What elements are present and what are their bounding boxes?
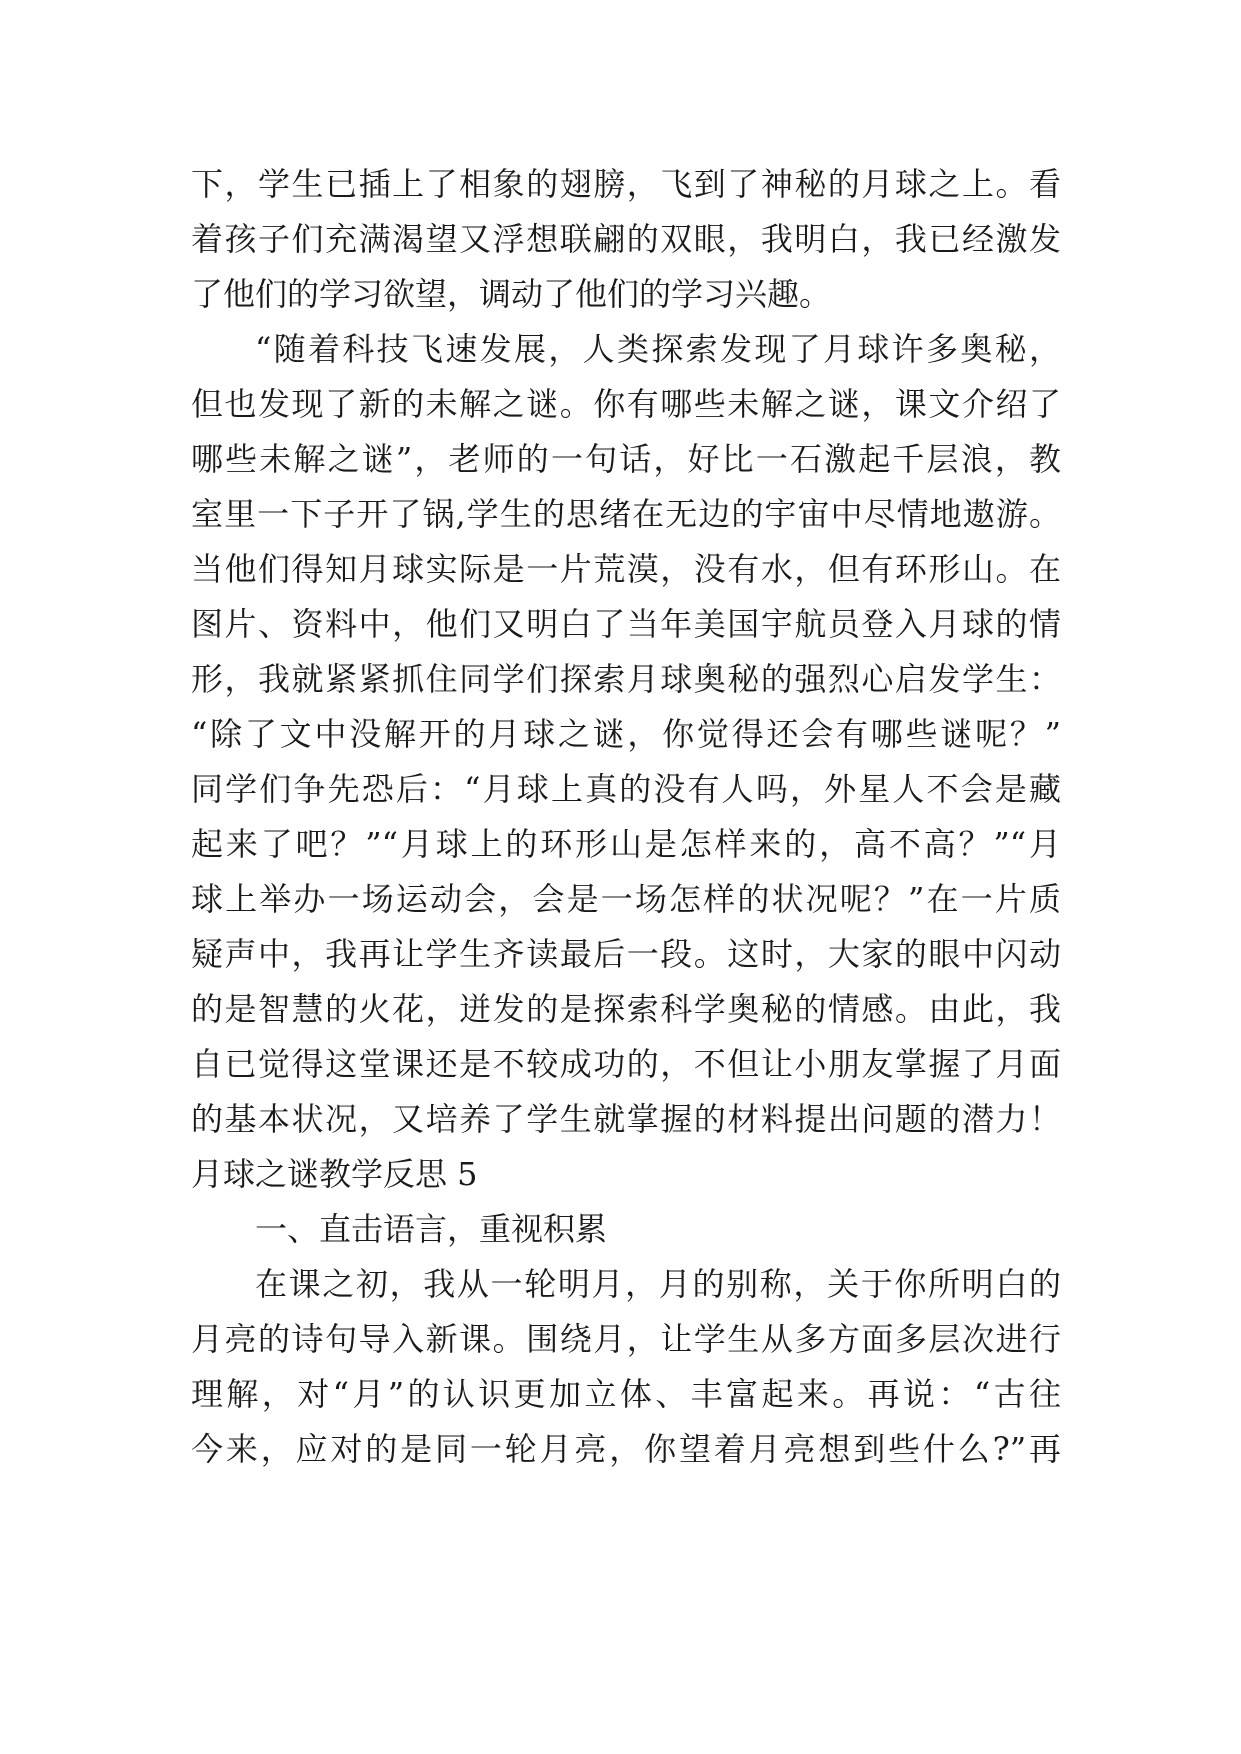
paragraph-start-line: “随着科技飞速发展，人类探索发现了月球许多奥秘，: [255, 330, 1061, 368]
paragraph-start-line: 在课之初，我从一轮明月，月的别称，关于你所明白的: [255, 1265, 1061, 1303]
text-line: 同学们争先恐后：“月球上真的没有人吗，外星人不会是藏: [191, 770, 1061, 808]
text-line: 球上举办一场运动会，会是一场怎样的状况呢？”在一片质: [191, 880, 1061, 918]
text-line: 哪些未解之谜”，老师的一句话，好比一石激起千层浪，教: [191, 440, 1061, 478]
text-line: 起来了吧？”“月球上的环形山是怎样来的，高不高？”“月: [191, 825, 1061, 863]
text-line: 了他们的学习欲望，调动了他们的学习兴趣。: [191, 275, 832, 313]
text-line: 理解，对“月”的认识更加立体、丰富起来。再说：“古往: [191, 1375, 1061, 1413]
document-page: [191, 157, 1061, 1477]
text-line: 的基本状况，又培养了学生就掌握的材料提出问题的潜力！: [191, 1100, 1061, 1138]
text-line: 今来，应对的是同一轮月亮，你望着月亮想到些什么?”再: [191, 1430, 1061, 1468]
text-line: 的是智慧的火花，迸发的是探索科学奥秘的情感。由此，我: [191, 990, 1061, 1028]
text-line: 下，学生已插上了相象的翅膀，飞到了神秘的月球之上。看: [191, 165, 1061, 203]
text-line: 但也发现了新的未解之谜。你有哪些未解之谜，课文介绍了: [191, 385, 1061, 423]
section-title: 月球之谜教学反思 5: [191, 1155, 478, 1193]
text-line: 室里一下子开了锅,学生的思绪在无边的宇宙中尽情地遨游。: [191, 495, 1061, 533]
text-line: 着孩子们充满渴望又浮想联翩的双眼，我明白，我已经激发: [191, 220, 1061, 258]
text-line: 当他们得知月球实际是一片荒漠，没有水，但有环形山。在: [191, 550, 1061, 588]
text-line: 自已觉得这堂课还是不较成功的，不但让小朋友掌握了月面: [191, 1045, 1061, 1083]
text-line: 形，我就紧紧抓住同学们探索月球奥秘的强烈心启发学生：: [191, 660, 1061, 698]
text-line: 疑声中，我再让学生齐读最后一段。这时，大家的眼中闪动: [191, 935, 1061, 973]
section-heading: 一、直击语言，重视积累: [255, 1210, 608, 1248]
text-line: “除了文中没解开的月球之谜，你觉得还会有哪些谜呢？”: [191, 715, 1061, 753]
text-line: 图片、资料中，他们又明白了当年美国宇航员登入月球的情: [191, 605, 1061, 643]
text-line: 月亮的诗句导入新课。围绕月，让学生从多方面多层次进行: [191, 1320, 1061, 1358]
